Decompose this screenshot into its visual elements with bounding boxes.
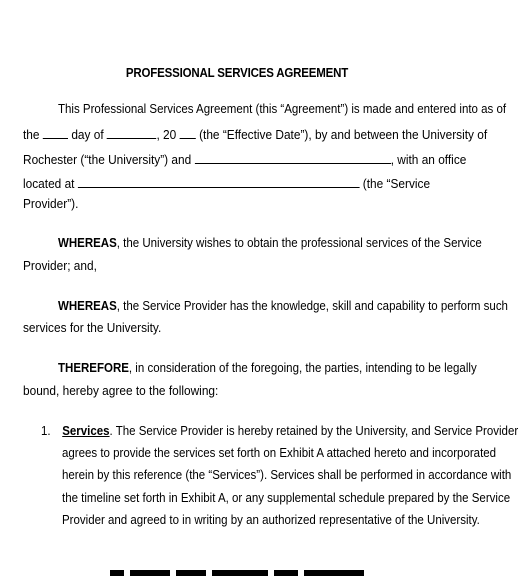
next-line-fragment <box>110 564 370 576</box>
intro-line-2: the day of , 20 (the “Effective Date”), by and between the University of <box>23 127 488 142</box>
intro-line-3: Rochester (“the University”) and , with an office <box>23 152 467 167</box>
cropped-text-fragment <box>110 564 370 576</box>
month-blank[interactable] <box>107 126 156 139</box>
intro-line-1: This Professional Services Agreement (this “Agreement”) is made and entered into as of <box>58 101 507 116</box>
whereas-1-line-2: Provider; and, <box>23 258 97 273</box>
section-1-line-2: agrees to provide the services set forth on Exhibit A attached hereto and incorporated <box>62 445 497 460</box>
address-blank[interactable] <box>78 175 360 188</box>
section-1-number: 1. <box>41 423 51 438</box>
section-1-line-5: Provider and agreed to in writing by an authorized representative of the University. <box>62 512 480 527</box>
whereas-1-line-1: WHEREAS, the University wishes to obtain the professional services of the Service <box>58 235 482 250</box>
section-1-line-3: herein by this reference (the “Services”). Services shall be performed in accordance with <box>62 467 512 482</box>
therefore-line-2: bound, hereby agree to the following: <box>23 383 219 398</box>
document-title: PROFESSIONAL SERVICES AGREEMENT <box>125 66 349 80</box>
provider-name-blank[interactable] <box>195 151 391 164</box>
intro-line-4: located at (the “Service <box>23 176 431 191</box>
whereas-2-line-2: services for the University. <box>23 320 162 335</box>
section-1-line-4: the timeline set forth in Exhibit A, or any supplemental schedule prepared by the Service <box>62 490 511 505</box>
whereas-2-line-1: WHEREAS, the Service Provider has the knowledge, skill and capability to perform such <box>58 298 508 313</box>
therefore-line-1: THEREFORE, in consideration of the foregoing, the parties, intending to be legally <box>58 360 477 375</box>
section-1-heading: Services <box>62 423 110 438</box>
year-blank[interactable] <box>180 126 196 139</box>
day-blank[interactable] <box>43 126 68 139</box>
intro-line-5: Provider”). <box>23 196 79 211</box>
section-1-line-1: 1. Services. The Service Provider is hereby retained by the University, and Service Provider <box>41 423 518 438</box>
